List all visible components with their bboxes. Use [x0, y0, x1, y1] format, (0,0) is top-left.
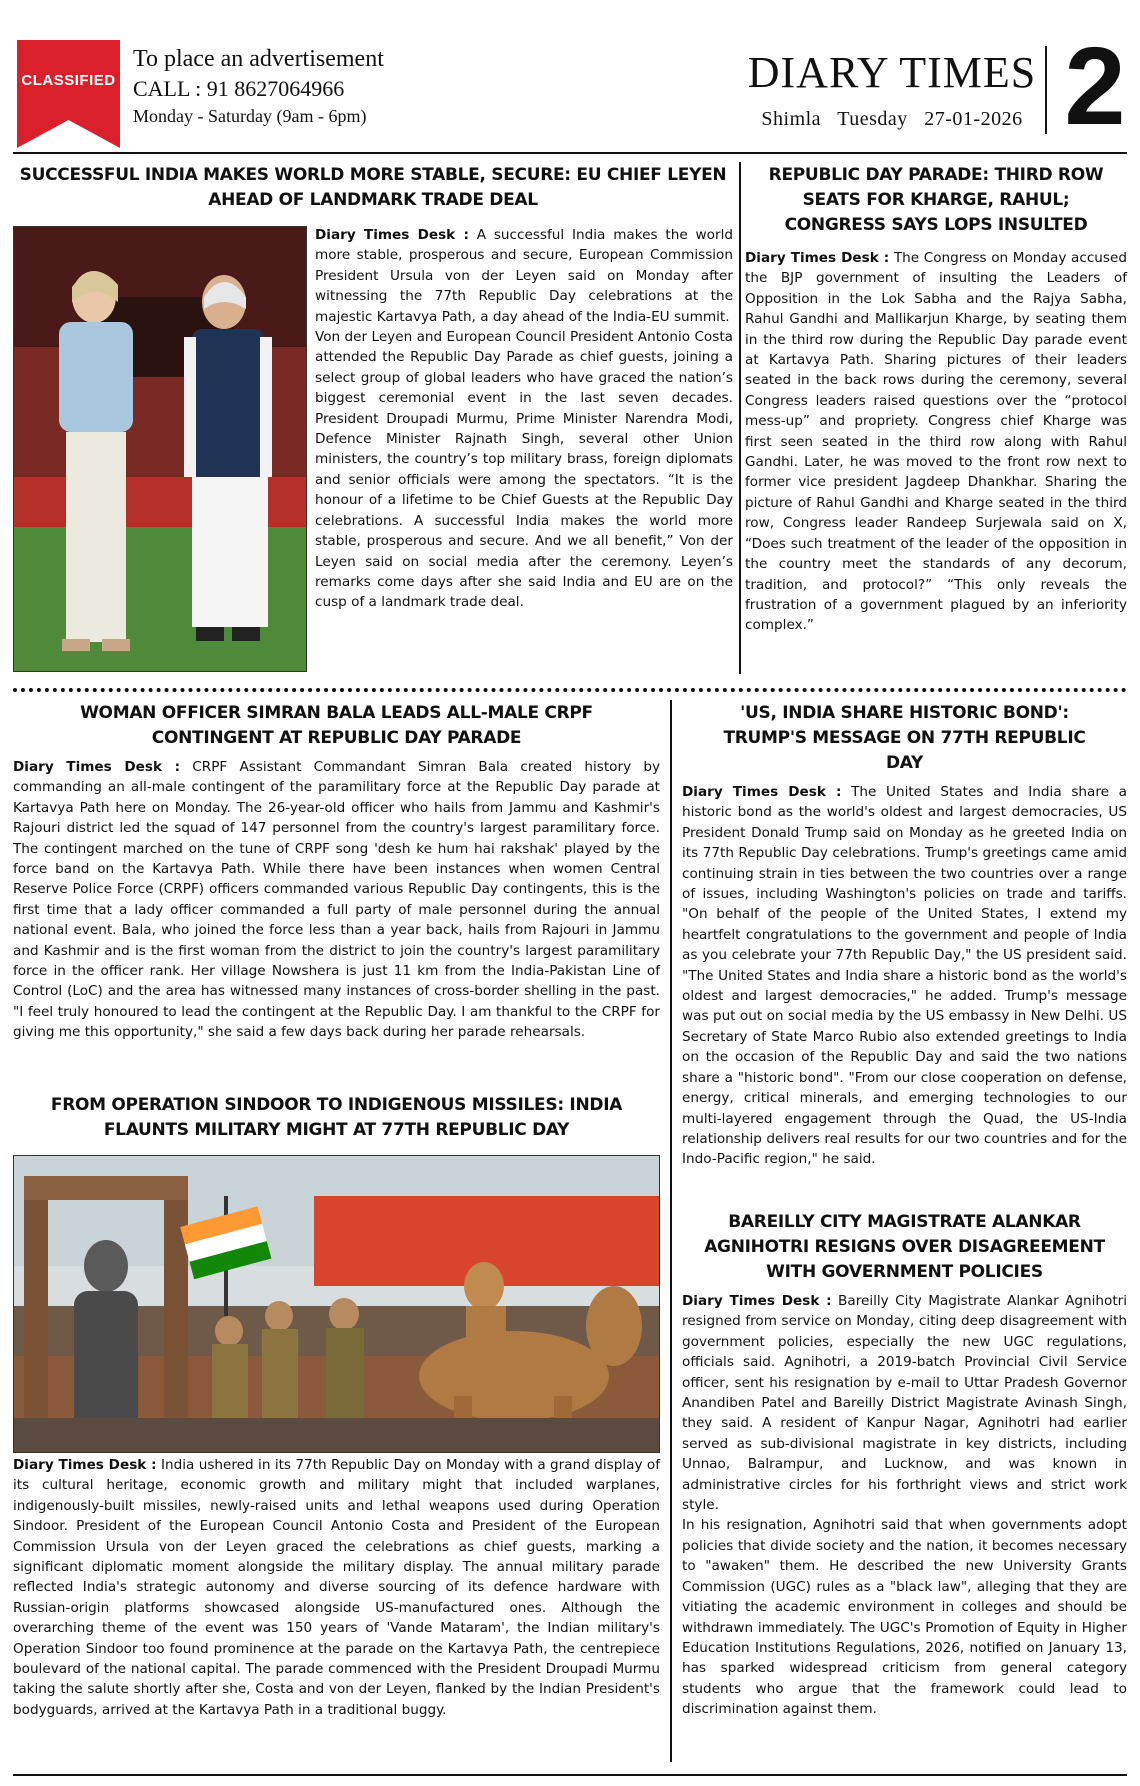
- text-trump-bond-p1: The United States and India share a historic bond as the world's oldest and largest democracies, US President Donald Trump said on Monday as he greeted India on its 77th Republic Day celebrations. Trump's greetings came amid continuing strain in ties between the two countries over a range of issues, including Washington's policies on trade and tariffs. "On behalf of the people of the United States, I extend my heartfelt congratulations to the government and people of India as you celebrate your 77th Republic Day," the US president said. "The United States and India share a historic bond as the world's oldest and largest democracies," he added. Trump's message was put out on social media by the US embassy in New Delhi. US Secretary of State Marco Rubio also extended greetings to India on the occasion of the Republic Day and said the two nations share a "historic bond". "From our close cooperation on defense, energy, critical minerals, and emerging technologies to our multi-layered engagement through the Quad, the US-India relationship delivers real results for our two countries and for the Indo-Pacific region," he said.: [682, 784, 1127, 1168]
- text-kharge-rahul-p1: The Congress on Monday accused the BJP government of insulting the Leaders of Opposition in the Lok Sabha and the Rajya Sabha, Rahul Gandhi and Mallikarjun Kharge, by seating them in the third row during the Republic Day parade event at Kartavya Path. Sharing pictures of their leaders seated in the back rows during the ceremony, several Congress leaders raised questions over the “protocol mess-up” and propriety. Congress chief Kharge was first seen seated in the third row along with Rahul Gandhi. Later, he was moved to the front row next to former vice president Jagdeep Dhankhar. Sharing the picture of Rahul Gandhi and Kharge seated in the third row, Congress leader Randeep Surjewala said on X, “Does such treatment of the leader of the opposition in the country meet the standards of any decorum, tradition, and protocol?” “This only reveals the frustration of a government plagued by an inferiority complex.”: [745, 250, 1127, 634]
- headline-bareilly: BAREILLY CITY MAGISTRATE ALANKAR AGNIHOTRI RESIGNS OVER DISAGREEMENT WITH GOVERNMENT POLICIES: [704, 1212, 1105, 1282]
- masthead-divider: [1045, 46, 1047, 134]
- text-simran-bala-p1: CRPF Assistant Commandant Simran Bala created history by commanding an all-male contingent of the paramilitary force at the Republic Day parade at Kartavya Path here on Monday. The 26-year-old officer who hails from Jammu and Kashmir's Rajouri district led the squad of 147 personnel from the country's largest paramilitary force. The contingent marched on the tune of CRPF song 'desh ke hum hai rakshak' played by the force band on the Kartavya Path. While there have been instances when women Central Reserve Police Force (CRPF) officers commanded various Republic Day contingents, this is the first time that a lady officer commanded a full party of male personnel during the annual national event. Bala, who joined the force less than a year back, hails from Rajouri in Jammu and Kashmir and is the first woman from the district to join the country's largest paramilitary force in the officer rank. Her village Nowshera is just 11 km from the India-Pakistan Line of Control (LoC) and the area has witnessed many instances of cross-border shelling in the past. "I feel truly honoured to lead the contingent at the Republic Day. I am thankful to the CRPF for giving me this opportunity," she said a few days back during her parade rehearsals.: [13, 759, 661, 1041]
- text-eu-leyen-p1: A successful India makes the world more stable, prosperous and secure, European Commission President Ursula von der Leyen said on Monday after witnessing the 77th Republic Day celebrations at the majestic Kartavya Path, a day ahead of the India-EU summit.: [315, 227, 733, 325]
- desk-kharge-rahul: Diary Times Desk :: [745, 250, 890, 266]
- section-divider-dotted: [13, 688, 1127, 692]
- dateline: [742, 104, 1042, 134]
- advertisement-info: [133, 44, 384, 128]
- article-kharge-rahul: [745, 163, 1127, 636]
- dateline-date: 27-01-2026: [924, 108, 1023, 130]
- dateline-day: Tuesday: [837, 108, 908, 130]
- desk-simran-bala: Diary Times Desk :: [13, 759, 181, 775]
- article-trump-bond: [682, 701, 1127, 1170]
- page-number: 2: [1064, 25, 1126, 148]
- text-bareilly-p2: In his resignation, Agnihotri said that when governments adopt policies that divide society and the nation, it becomes necessary to "awaken" them. He described the new University Grants Commission (UGC) rules as a "black law", alleging that they are vitiating the academic environment in colleges and should be withdrawn immediately. The UGC's Promotion of Equity in Higher Education Institutions Regulations, 2026, notified on January 13, has sparked widespread criticism from general category students who argue that the framework could lead to discrimination against them.: [682, 1517, 1127, 1718]
- masthead: [742, 48, 1042, 134]
- desk-trump-bond: Diary Times Desk :: [682, 784, 842, 800]
- headline-trump-bond: 'US, INDIA SHARE HISTORIC BOND': TRUMP'S MESSAGE ON 77TH REPUBLIC DAY: [723, 703, 1086, 773]
- column-divider-bottom: [670, 700, 672, 1762]
- article-simran-bala: [13, 701, 660, 1043]
- body-operation-sindoor: [13, 1455, 660, 1720]
- body-simran-bala: [13, 757, 660, 1043]
- masthead-title: DIARY TIMES: [747, 48, 1037, 97]
- header-rule: [13, 152, 1127, 154]
- classified-label: CLASSIFIED: [21, 72, 116, 89]
- headline-simran-bala: WOMAN OFFICER SIMRAN BALA LEADS ALL-MALE CRPF CONTINGENT AT REPUBLIC DAY PARADE: [80, 703, 593, 748]
- dateline-city: Shimla: [761, 108, 822, 130]
- article-bareilly: [682, 1210, 1127, 1720]
- ad-title: To place an advertisement: [133, 46, 384, 72]
- text-bareilly-p1: Bareilly City Magistrate Alankar Agnihotri resigned from service on Monday, citing deep disagreement with government policies, especially the new UGC regulations, officials said. Agnihotri, a 2019-batch Provincial Civil Service officer, sent his resignation by e-mail to Uttar Pradesh Governor Anandiben Patel and Bareilly District Magistrate Avinash Singh, they said. A resident of Kanpur Nagar, Agnihotri had earlier served as sub-divisional magistrate in key districts, including Unnao, Balrampur, and Lucknow, and was known in administrative circles for his forthright views and strict work style.: [682, 1293, 1128, 1514]
- body-kharge-rahul: [745, 248, 1127, 636]
- photo-leyen-modi: [13, 226, 307, 672]
- footer-rule: [13, 1774, 1127, 1776]
- desk-eu-leyen: Diary Times Desk :: [315, 227, 469, 243]
- headline-kharge-rahul: REPUBLIC DAY PARADE: THIRD ROW SEATS FOR KHARGE, RAHUL; CONGRESS SAYS LOPS INSULTED: [768, 165, 1104, 235]
- classified-ribbon-icon: [17, 40, 120, 148]
- body-eu-leyen: [315, 225, 733, 613]
- ad-hours: Monday - Saturday (9am - 6pm): [133, 106, 367, 126]
- text-eu-leyen-p2: Von der Leyen and European Council President Antonio Costa attended the Republic Day Parade as chief guests, joining a select group of global leaders who have graced the nation’s biggest ceremonial event in the last seven decades. President Droupadi Murmu, Prime Minister Narendra Modi, Defence Minister Rajnath Singh, several other Union ministers, the country’s top military brass, foreign diplomats and senior officials were among the spectators. “It is the honour of a lifetime to be Chief Guests at the Republic Day celebrations. A successful India makes the world more stable, prosperous and secure. And we all benefit,” Von der Leyen said on social media after the ceremony. Leyen’s remarks come days after she said India and EU are on the cusp of a landmark trade deal.: [315, 329, 733, 611]
- headline-operation-sindoor: FROM OPERATION SINDOOR TO INDIGENOUS MISSILES: INDIA FLAUNTS MILITARY MIGHT AT 77TH REPUBLIC DAY: [50, 1095, 623, 1140]
- desk-bareilly: Diary Times Desk :: [682, 1293, 832, 1309]
- body-trump-bond: [682, 782, 1127, 1170]
- headline-eu-leyen: SUCCESSFUL INDIA MAKES WORLD MORE STABLE, SECURE: EU CHIEF LEYEN AHEAD OF LANDMARK TRADE DEAL: [19, 165, 727, 210]
- text-operation-sindoor-p1: India ushered in its 77th Republic Day on Monday with a grand display of its cultural heritage, economic growth and military might that included warplanes, indigenously-built missiles, newly-raised units and lethal weapons used during Operation Sindoor. President of the European Council Antonio Costa and President of the European Commission Ursula von der Leyen graced the celebrations as chief guests, marking a significant diplomatic moment alongside the military display. The annual military parade reflected India's strategic autonomy and diverse sourcing of its defence hardware with Russian-origin platforms showcased alongside US-manufactured ones. Although the overarching theme of the event was 150 years of 'Vande Mataram', the Indian military's Operation Sindoor too found prominence at the parade on the Kartavya Path, the centrepiece boulevard of the national capital. The parade commenced with the President Droupadi Murmu taking the salute shortly after she, Costa and von der Leyen, flanked by the Indian President's bodyguards, arrived at the Kartavya Path in a traditional buggy.: [13, 1457, 660, 1718]
- column-divider-top: [739, 162, 741, 674]
- article-operation-sindoor: [13, 1093, 660, 1143]
- desk-operation-sindoor: Diary Times Desk :: [13, 1457, 157, 1473]
- photo-parade-tableau: [13, 1155, 660, 1453]
- article-eu-leyen: [13, 163, 733, 213]
- body-bareilly: [682, 1291, 1127, 1720]
- ad-phone: CALL : 91 8627064966: [133, 76, 345, 101]
